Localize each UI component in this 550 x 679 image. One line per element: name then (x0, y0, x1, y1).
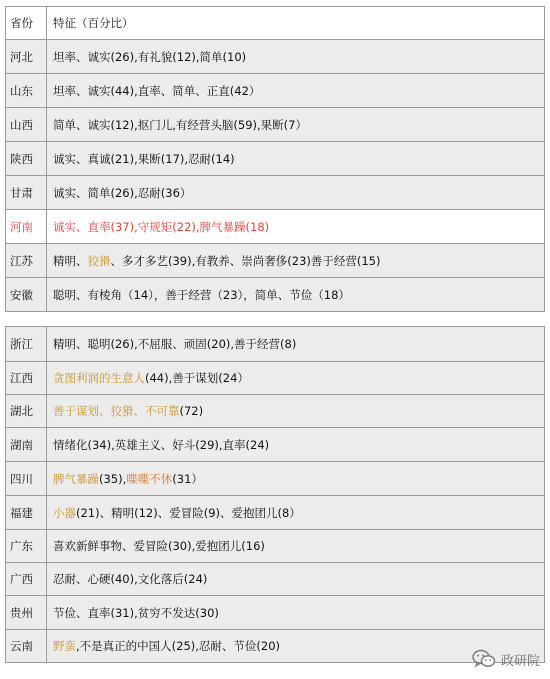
province-cell: 陕西 (6, 142, 47, 175)
province-cell: 河南 (6, 210, 47, 243)
feature-text: (21)、精明(12)、爱冒险(9)、爱抱团儿(8） (76, 505, 301, 520)
watermark (472, 649, 540, 669)
feature-text: 脾气暴躁 (53, 471, 99, 486)
feature-cell (47, 74, 544, 107)
table-row (6, 39, 544, 73)
feature-text: 喋喋不休 (126, 471, 173, 486)
feature-text: (44),善于谋划(24） (145, 371, 249, 385)
province-cell: 安徽 (6, 278, 47, 311)
province-cell: 山东 (6, 74, 47, 107)
table-row (6, 427, 544, 461)
table-row (6, 495, 544, 529)
feature-text: 诚实、直率(37),守规矩(22),脾气暴躁(18) (53, 219, 270, 234)
feature-text: 情绪化(34),英雄主义、好斗(29),直率(24) (53, 437, 270, 452)
feature-text: (72) (179, 404, 204, 418)
table-row (6, 595, 544, 629)
feature-cell (47, 530, 544, 562)
header-province: 省份 (6, 7, 47, 39)
feature-cell (47, 108, 544, 141)
feature-text: 忍耐、心硬(40),文化落后(24) (53, 572, 208, 586)
feature-text: 精明、 (53, 253, 88, 268)
feature-text: 精明、聪明(26),不屈服、顽固(20),善于经营(8) (53, 337, 297, 351)
feature-cell (47, 244, 544, 277)
table-row (6, 529, 544, 562)
feature-cell (47, 210, 544, 243)
table-row (6, 629, 544, 662)
table-row (6, 461, 544, 495)
province-cell: 河北 (6, 40, 47, 73)
feature-text: 贪图利润的生意人 (53, 371, 145, 385)
province-cell: 湖南 (6, 428, 47, 461)
feature-text: 狡猾 (87, 253, 111, 268)
feature-cell (47, 428, 544, 461)
feature-cell (47, 142, 544, 175)
feature-text: (35), (99, 471, 127, 486)
province-cell: 贵州 (6, 596, 47, 629)
province-cell: 福建 (6, 496, 47, 529)
feature-text: (31） (172, 471, 203, 486)
province-cell: 广东 (6, 530, 47, 562)
wechat-icon (472, 649, 496, 669)
traits-table-bottom (5, 326, 545, 663)
table-row (6, 175, 544, 209)
province-cell: 广西 (6, 563, 47, 595)
feature-text: 小器 (53, 505, 76, 520)
table-row (6, 327, 544, 361)
feature-text: 坦率、诚实(44),直率、简单、正直(42） (53, 83, 261, 98)
table-row (6, 141, 544, 175)
feature-text: 诚实、真诚(21),果断(17),忍耐(14) (53, 151, 235, 166)
feature-cell (47, 630, 544, 662)
feature-cell (47, 176, 544, 209)
feature-text: 简单、诚实(12),抠门儿,有经营头脑(59),果断(7） (53, 117, 307, 132)
feature-text: ,不是真正的中国人(25),忍耐、节俭(20) (76, 639, 281, 653)
province-cell: 甘肃 (6, 176, 47, 209)
province-cell: 云南 (6, 630, 47, 662)
province-cell: 湖北 (6, 395, 47, 427)
province-cell: 江西 (6, 362, 47, 394)
feature-cell (47, 40, 544, 73)
feature-cell (47, 496, 544, 529)
feature-cell (47, 596, 544, 629)
table-row (6, 107, 544, 141)
feature-text: 喜欢新鲜事物、爱冒险(30),爱抱团儿(16) (53, 539, 265, 553)
province-cell: 浙江 (6, 327, 47, 361)
feature-text: 野蛮 (53, 639, 76, 653)
table-row (6, 73, 544, 107)
table-row (6, 361, 544, 394)
province-cell: 四川 (6, 462, 47, 495)
province-cell: 山西 (6, 108, 47, 141)
feature-cell (47, 362, 544, 394)
table-row (6, 243, 544, 277)
feature-text: 节俭、直率(31),贫穷不发达(30) (53, 605, 219, 620)
feature-text: 善于谋划、狡猾、不可靠 (53, 404, 180, 418)
feature-cell (47, 462, 544, 495)
table-header-row (6, 7, 544, 39)
traits-table-top (5, 6, 545, 312)
feature-text: 、多才多艺(39),有教养、崇尚奢侈(23)善于经营(15) (110, 253, 381, 268)
province-cell: 江苏 (6, 244, 47, 277)
feature-cell (47, 395, 544, 427)
table-row (6, 394, 544, 427)
feature-cell (47, 563, 544, 595)
table-row (6, 562, 544, 595)
table-row (6, 209, 544, 243)
table-row (6, 277, 544, 311)
feature-cell (47, 278, 544, 311)
feature-cell (47, 327, 544, 361)
feature-text: 坦率、诚实(26),有礼貌(12),简单(10) (53, 49, 247, 64)
feature-text: 诚实、简单(26),忍耐(36） (53, 185, 192, 200)
feature-text: 聪明、有棱角（14），善于经营（23），简单、节俭（18） (53, 287, 350, 302)
watermark-text: 政研院 (500, 653, 540, 669)
header-feature: 特征（百分比） (53, 16, 134, 30)
